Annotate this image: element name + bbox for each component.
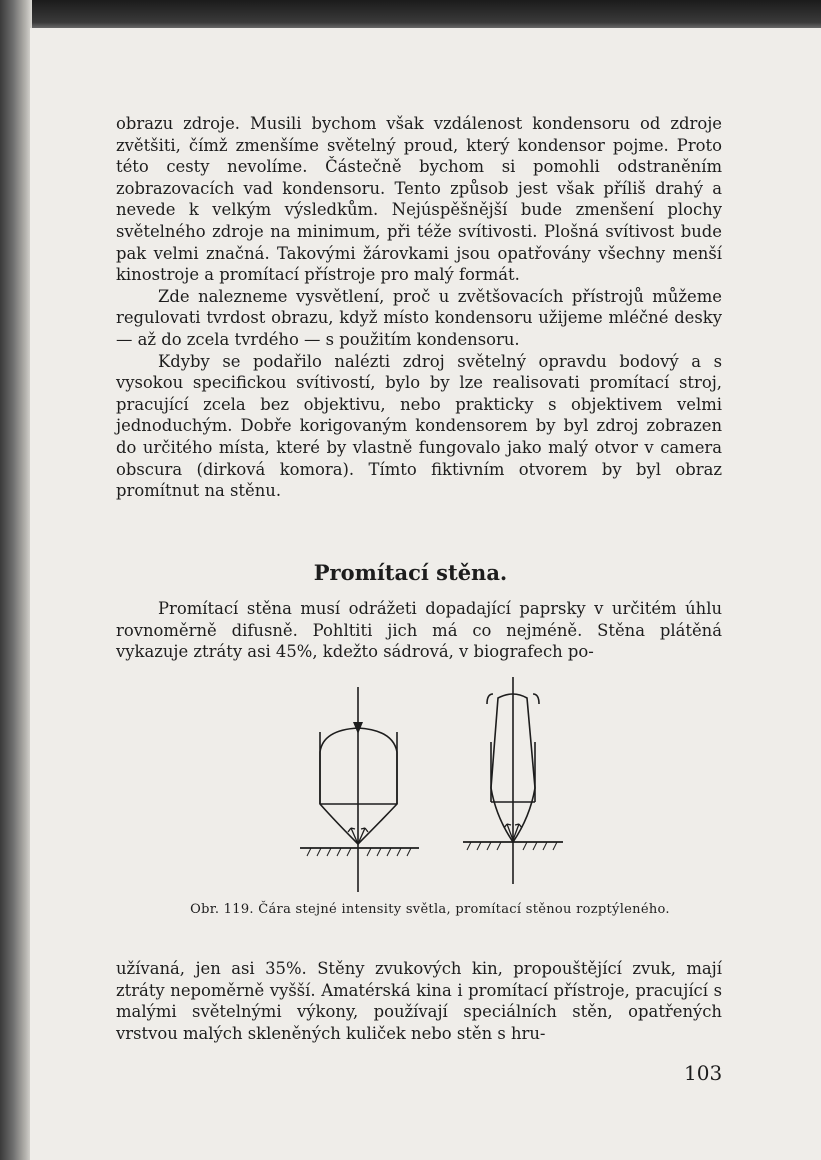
figure-caption: Obr. 119. Čára stejné intensity světla, promítací stěnou rozptýleného.: [190, 902, 670, 917]
figure-left: [300, 687, 419, 892]
paragraph: Zde nalezneme vysvětlení, proč u zvětšovacích přístrojů můžeme regulovati tvrdost obrazu, když místo kondensoru užijeme mléčné desky — až do zcela tvrdého — s použitím kondensoru.: [116, 286, 722, 349]
body-text-bottom: [116, 958, 722, 1044]
body-text-section: [116, 598, 722, 663]
body-text-top: [116, 113, 722, 502]
paragraph: obrazu zdroje. Musili bychom však vzdálenost kondensoru od zdroje zvětšiti, čímž zmenšíme světelný proud, který kondensor pojme. Proto této cesty nevolíme. Částečně bychom si pomohli odstraněním zobrazovacích vad kondensoru. Tento způsob jest však příliš drahý a nevede k velkým výsledkům. Nejúspěšnější bude zmenšení plochy světelného zdroje na minimum, při téže svítivosti. Plošná svítivost bude pak velmi značná. Takovými žárovkami jsou opatřovány všechny menší kinostroje a promítací přístroje pro malý formát.: [116, 114, 722, 285]
paragraph: užívaná, jen asi 35%. Stěny zvukových kin, propouštějící zvuk, mají ztráty nepoměrně vyšší. Amatérská kina i promítací přístroje, pracující s malými světelnými výkony, používají speciálních stěn, opatřených vrstvou malých skleněných kuliček nebo stěn s hru-: [116, 959, 722, 1043]
figure-119-diagram: [295, 672, 580, 894]
paragraph: Kdyby se podařilo nalézti zdroj světelný opravdu bodový a s vysokou specifickou svítivostí, bylo by lze realisovati promítací stroj, pracující zcela bez objektivu, nebo prakticky s objektivem velmi jednoduchým. Dobře korigovaným kondensorem by byl zdroj zobrazen do určitého místa, které by vlastně fungovalo jako malý otvor v camera obscura (dirková komora). Tímto fiktivním otvorem by byl obraz promítnut na stěnu.: [116, 351, 722, 501]
figure-right: [463, 677, 563, 884]
paragraph: Promítací stěna musí odrážeti dopadající paprsky v určitém úhlu rovnoměrně difusně. Pohltiti jich má co nejméně. Stěna plátěná vykazuje ztráty asi 45%, kdežto sádrová, v biografech po-: [116, 599, 722, 662]
section-heading: Promítací stěna.: [313, 560, 508, 585]
page-number: 103: [684, 1061, 723, 1085]
